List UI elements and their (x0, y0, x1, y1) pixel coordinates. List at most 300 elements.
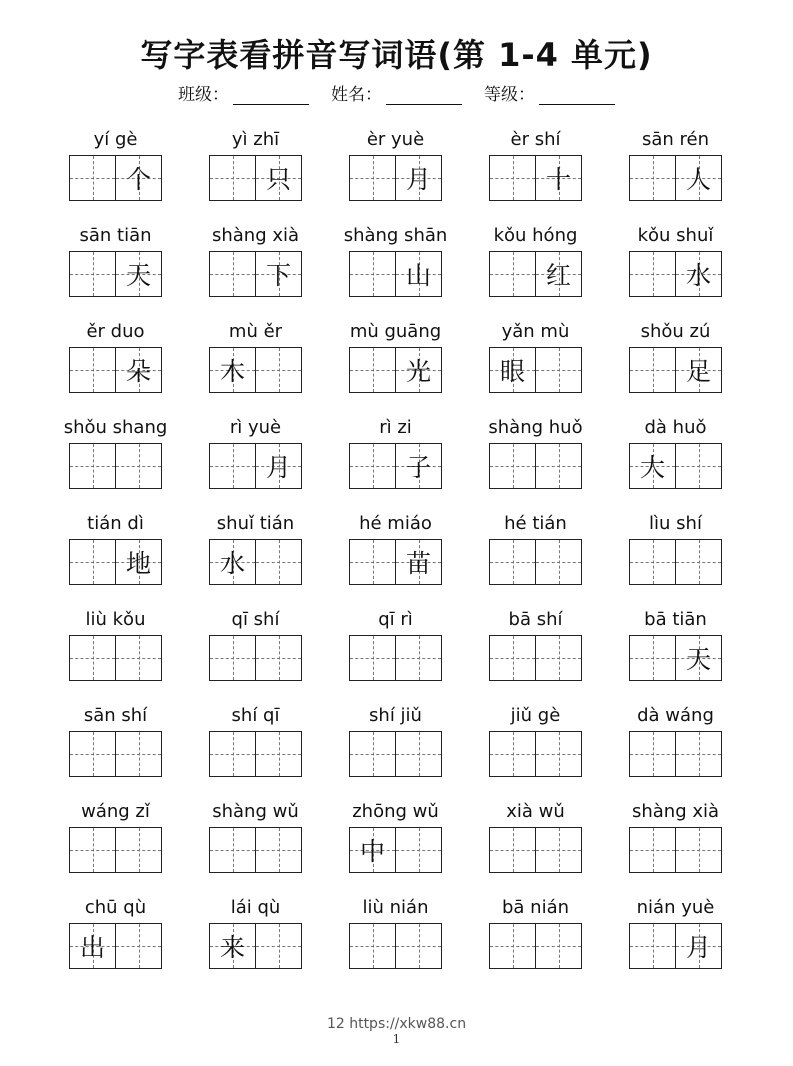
grade-blank[interactable] (539, 87, 615, 105)
tianzige-box[interactable] (210, 444, 255, 488)
hint-character (630, 924, 675, 968)
word-item (349, 704, 442, 800)
tianzige-pair (489, 251, 582, 297)
tianzige-pair (349, 443, 442, 489)
tianzige-pair (69, 635, 162, 681)
hint-character (350, 444, 395, 488)
tianzige-box[interactable] (210, 828, 255, 872)
tianzige-pair (489, 635, 582, 681)
hint-character (396, 636, 441, 680)
tianzige-box[interactable] (490, 444, 535, 488)
tianzige-box[interactable] (630, 540, 675, 584)
pinyin-label: jiǔ gè (510, 705, 561, 726)
tianzige-pair (629, 443, 722, 489)
word-item (63, 416, 168, 512)
tianzige-box[interactable] (115, 540, 161, 584)
hint-character: 木 (219, 357, 245, 386)
tianzige-pair (629, 539, 722, 585)
hint-character (490, 828, 535, 872)
hint-character: 红 (545, 261, 571, 290)
name-label: 姓名： (331, 85, 382, 105)
hint-character (350, 636, 395, 680)
hint-character: 来 (219, 933, 245, 962)
tianzige-box[interactable] (255, 348, 301, 392)
hint-character (396, 732, 441, 776)
hint-character (70, 156, 115, 200)
hint-character: 月 (685, 933, 711, 962)
hint-character: 十 (545, 165, 571, 194)
word-item (209, 128, 302, 224)
word-item (629, 512, 722, 608)
pinyin-label: bā shí (508, 609, 563, 630)
word-item (629, 800, 722, 896)
tianzige-box[interactable] (630, 828, 675, 872)
tianzige-box[interactable] (115, 636, 161, 680)
hint-character: 山 (405, 261, 431, 290)
hint-character (70, 732, 115, 776)
tianzige-pair (69, 827, 162, 873)
tianzige-box[interactable] (675, 348, 721, 392)
tianzige-box[interactable] (350, 924, 395, 968)
tianzige-box[interactable] (535, 636, 581, 680)
hint-character: 人 (685, 165, 711, 194)
hint-character (256, 828, 301, 872)
hint-character (490, 924, 535, 968)
hint-character (536, 636, 581, 680)
hint-character: 子 (405, 453, 431, 482)
tianzige-box[interactable] (535, 444, 581, 488)
pinyin-label: lìu shí (649, 513, 702, 534)
tianzige-box[interactable] (70, 636, 115, 680)
tianzige-pair (349, 155, 442, 201)
word-item (489, 608, 582, 704)
tianzige-box[interactable] (535, 348, 581, 392)
tianzige-pair (489, 923, 582, 969)
hint-character (490, 252, 535, 296)
pinyin-label: nián yuè (636, 897, 715, 918)
word-item (349, 128, 442, 224)
hint-character (256, 540, 301, 584)
word-item (69, 512, 162, 608)
tianzige-box[interactable] (70, 156, 115, 200)
pinyin-label: èr yuè (366, 129, 425, 150)
hint-character (630, 252, 675, 296)
tianzige-box[interactable] (255, 636, 301, 680)
tianzige-box[interactable] (490, 924, 535, 968)
tianzige-pair (349, 347, 442, 393)
hint-character (350, 348, 395, 392)
word-item (489, 128, 582, 224)
hint-character: 苗 (405, 549, 431, 578)
pinyin-label: sān shí (83, 705, 148, 726)
word-item (489, 704, 582, 800)
word-item (349, 608, 442, 704)
pinyin-label: tián dì (87, 513, 144, 534)
word-item (489, 416, 582, 512)
pinyin-label: shǒu shang (63, 417, 168, 438)
tianzige-box[interactable] (490, 156, 535, 200)
pinyin-label: shuǐ tián (216, 513, 295, 534)
hint-character (116, 636, 161, 680)
hint-character (210, 828, 255, 872)
tianzige-box[interactable] (630, 924, 675, 968)
word-item (209, 224, 302, 320)
word-item (629, 704, 722, 800)
tianzige-box[interactable] (535, 156, 581, 200)
tianzige-box[interactable] (675, 156, 721, 200)
hint-character (350, 540, 395, 584)
tianzige-pair (349, 827, 442, 873)
tianzige-box[interactable] (115, 732, 161, 776)
page-title: 写字表看拼音写词语(第 1-4 单元) (140, 36, 653, 74)
pinyin-label: lái qù (230, 897, 281, 918)
word-item (69, 896, 162, 992)
tianzige-box[interactable] (255, 924, 301, 968)
tianzige-pair (489, 347, 582, 393)
hint-character (536, 444, 581, 488)
pinyin-label: rì yuè (229, 417, 282, 438)
word-item (489, 800, 582, 896)
tianzige-box[interactable] (675, 924, 721, 968)
tianzige-box[interactable] (350, 252, 395, 296)
tianzige-box[interactable] (395, 924, 441, 968)
tianzige-pair (629, 251, 722, 297)
pinyin-label: kǒu shuǐ (637, 225, 714, 246)
tianzige-box[interactable] (70, 348, 115, 392)
hint-character (396, 828, 441, 872)
hint-character (490, 540, 535, 584)
pinyin-label: wáng zǐ (81, 801, 150, 822)
hint-character: 地 (125, 549, 151, 578)
tianzige-pair (629, 155, 722, 201)
tianzige-box[interactable] (490, 828, 535, 872)
tianzige-box[interactable] (630, 252, 675, 296)
pinyin-label: liù kǒu (85, 609, 146, 630)
class-field (178, 80, 309, 105)
word-item (629, 128, 722, 224)
tianzige-box[interactable] (630, 348, 675, 392)
tianzige-box[interactable] (350, 540, 395, 584)
tianzige-box[interactable] (210, 156, 255, 200)
hint-character (630, 348, 675, 392)
tianzige-box[interactable] (630, 444, 675, 488)
tianzige-box[interactable] (255, 732, 301, 776)
word-item (349, 896, 442, 992)
hint-character: 个 (125, 165, 151, 194)
hint-character (116, 444, 161, 488)
tianzige-box[interactable] (350, 636, 395, 680)
tianzige-pair (69, 443, 162, 489)
tianzige-box[interactable] (350, 732, 395, 776)
pinyin-label: sān rén (641, 129, 710, 150)
hint-character (256, 636, 301, 680)
tianzige-box[interactable] (675, 732, 721, 776)
tianzige-pair (489, 731, 582, 777)
tianzige-box[interactable] (210, 540, 255, 584)
pinyin-label: chū qù (84, 897, 147, 918)
hint-character: 天 (125, 261, 151, 290)
hint-character (536, 732, 581, 776)
pinyin-label: rì zi (379, 417, 412, 438)
grade-label: 等级： (484, 85, 535, 105)
tianzige-box[interactable] (115, 252, 161, 296)
tianzige-box[interactable] (490, 732, 535, 776)
pinyin-label: èr shí (510, 129, 561, 150)
hint-character (70, 540, 115, 584)
tianzige-box[interactable] (675, 444, 721, 488)
tianzige-box[interactable] (115, 444, 161, 488)
tianzige-pair (209, 635, 302, 681)
tianzige-pair (629, 827, 722, 873)
tianzige-pair (489, 539, 582, 585)
hint-character (70, 636, 115, 680)
tianzige-pair (69, 155, 162, 201)
hint-character (210, 636, 255, 680)
tianzige-box[interactable] (630, 732, 675, 776)
pinyin-label: shàng xià (631, 801, 720, 822)
pinyin-label: dà huǒ (644, 417, 707, 438)
pinyin-label: bā tiān (644, 609, 707, 630)
tianzige-box[interactable] (255, 444, 301, 488)
tianzige-box[interactable] (675, 540, 721, 584)
tianzige-box[interactable] (395, 444, 441, 488)
tianzige-box[interactable] (535, 828, 581, 872)
hint-character (630, 828, 675, 872)
tianzige-box[interactable] (210, 252, 255, 296)
word-item (69, 608, 162, 704)
tianzige-box[interactable] (675, 636, 721, 680)
pinyin-label: ěr duo (86, 321, 145, 342)
word-item (629, 320, 722, 416)
pinyin-label: qī shí (231, 609, 280, 630)
hint-character (210, 732, 255, 776)
hint-character (490, 444, 535, 488)
tianzige-box[interactable] (210, 348, 255, 392)
hint-character: 出 (79, 933, 105, 962)
hint-character (256, 732, 301, 776)
word-item (629, 608, 722, 704)
hint-character: 水 (219, 549, 245, 578)
hint-character (350, 732, 395, 776)
tianzige-box[interactable] (395, 252, 441, 296)
tianzige-box[interactable] (395, 636, 441, 680)
tianzige-pair (629, 347, 722, 393)
tianzige-pair (629, 923, 722, 969)
tianzige-box[interactable] (535, 540, 581, 584)
hint-character (116, 828, 161, 872)
tianzige-box[interactable] (70, 444, 115, 488)
tianzige-box[interactable] (675, 828, 721, 872)
tianzige-box[interactable] (255, 252, 301, 296)
tianzige-pair (489, 443, 582, 489)
hint-character (630, 732, 675, 776)
hint-character (256, 348, 301, 392)
tianzige-box[interactable] (490, 348, 535, 392)
pinyin-label: shàng wǔ (212, 801, 299, 822)
hint-character: 光 (405, 357, 431, 386)
tianzige-pair (629, 635, 722, 681)
tianzige-pair (69, 731, 162, 777)
tianzige-box[interactable] (115, 156, 161, 200)
hint-character (116, 924, 161, 968)
tianzige-box[interactable] (70, 924, 115, 968)
pinyin-label: liù nián (362, 897, 429, 918)
hint-character: 朵 (125, 357, 151, 386)
pinyin-label: yì zhī (231, 129, 280, 150)
tianzige-box[interactable] (210, 732, 255, 776)
word-item (349, 320, 442, 416)
tianzige-box[interactable] (255, 540, 301, 584)
pinyin-label: shí jiǔ (369, 705, 422, 726)
pinyin-label: shǒu zú (640, 321, 711, 342)
tianzige-box[interactable] (70, 828, 115, 872)
word-item (489, 320, 582, 416)
hint-character (630, 636, 675, 680)
tianzige-pair (209, 731, 302, 777)
hint-character (676, 828, 721, 872)
tianzige-box[interactable] (70, 540, 115, 584)
hint-character (70, 348, 115, 392)
hint-character: 月 (265, 453, 291, 482)
tianzige-box[interactable] (115, 924, 161, 968)
tianzige-box[interactable] (395, 156, 441, 200)
hint-character: 水 (685, 261, 711, 290)
word-item (349, 512, 442, 608)
pinyin-label: qī rì (378, 609, 413, 630)
pinyin-label: shàng huǒ (488, 417, 583, 438)
pinyin-label: shàng shān (343, 225, 448, 246)
hint-character: 月 (405, 165, 431, 194)
word-item (209, 512, 302, 608)
name-blank[interactable] (386, 87, 462, 105)
pinyin-label: kǒu hóng (493, 225, 578, 246)
hint-character (630, 156, 675, 200)
hint-character (350, 924, 395, 968)
pinyin-label: sān tiān (79, 225, 152, 246)
tianzige-box[interactable] (535, 252, 581, 296)
word-item (69, 320, 162, 416)
word-item (69, 800, 162, 896)
hint-character (210, 252, 255, 296)
hint-character (256, 924, 301, 968)
word-item (629, 224, 722, 320)
tianzige-box[interactable] (535, 924, 581, 968)
tianzige-box[interactable] (395, 540, 441, 584)
tianzige-box[interactable] (395, 732, 441, 776)
tianzige-box[interactable] (255, 828, 301, 872)
tianzige-pair (209, 443, 302, 489)
tianzige-box[interactable] (630, 636, 675, 680)
pinyin-label: yí gè (93, 129, 138, 150)
word-item (209, 800, 302, 896)
hint-character (676, 540, 721, 584)
pinyin-label: dà wáng (637, 705, 714, 726)
tianzige-pair (349, 923, 442, 969)
hint-character (676, 444, 721, 488)
hint-character: 下 (265, 261, 291, 290)
tianzige-box[interactable] (115, 828, 161, 872)
pinyin-label: shí qī (231, 705, 280, 726)
tianzige-box[interactable] (350, 828, 395, 872)
tianzige-box[interactable] (115, 348, 161, 392)
hint-character (70, 252, 115, 296)
hint-character: 大 (639, 453, 665, 482)
pinyin-label: hé tián (504, 513, 567, 534)
tianzige-pair (489, 827, 582, 873)
tianzige-box[interactable] (210, 636, 255, 680)
tianzige-pair (69, 923, 162, 969)
pinyin-label: hé miáo (359, 513, 432, 534)
hint-character (70, 828, 115, 872)
hint-character (210, 156, 255, 200)
tianzige-pair (209, 155, 302, 201)
hint-character (350, 156, 395, 200)
word-item (209, 704, 302, 800)
tianzige-pair (349, 731, 442, 777)
tianzige-box[interactable] (350, 348, 395, 392)
hint-character (630, 540, 675, 584)
tianzige-pair (69, 539, 162, 585)
hint-character (350, 252, 395, 296)
pinyin-label: xià wǔ (506, 801, 565, 822)
word-item (69, 128, 162, 224)
tianzige-box[interactable] (490, 252, 535, 296)
hint-character (210, 444, 255, 488)
hint-character: 眼 (499, 357, 525, 386)
hint-character: 天 (685, 645, 711, 674)
tianzige-pair (69, 347, 162, 393)
hint-character (490, 732, 535, 776)
tianzige-pair (349, 635, 442, 681)
hint-character: 只 (265, 165, 291, 194)
tianzige-box[interactable] (490, 636, 535, 680)
tianzige-pair (209, 923, 302, 969)
pinyin-label: mù guāng (349, 321, 442, 342)
class-blank[interactable] (233, 87, 309, 105)
pinyin-label: yǎn mù (501, 321, 570, 342)
tianzige-box[interactable] (395, 828, 441, 872)
tianzige-box[interactable] (535, 732, 581, 776)
tianzige-pair (489, 155, 582, 201)
pinyin-label: shàng xià (211, 225, 300, 246)
tianzige-box[interactable] (70, 732, 115, 776)
tianzige-box[interactable] (70, 252, 115, 296)
grade-field (484, 80, 615, 105)
tianzige-box[interactable] (630, 156, 675, 200)
hint-character: 足 (685, 357, 711, 386)
hint-character (536, 540, 581, 584)
pinyin-label: bā nián (501, 897, 570, 918)
tianzige-box[interactable] (490, 540, 535, 584)
word-item (209, 320, 302, 416)
tianzige-box[interactable] (255, 156, 301, 200)
word-item (489, 896, 582, 992)
tianzige-box[interactable] (350, 444, 395, 488)
name-field (331, 80, 462, 105)
tianzige-box[interactable] (210, 924, 255, 968)
word-item (209, 416, 302, 512)
tianzige-box[interactable] (675, 252, 721, 296)
tianzige-box[interactable] (350, 156, 395, 200)
tianzige-pair (209, 539, 302, 585)
hint-character (536, 828, 581, 872)
word-item (629, 416, 722, 512)
hint-character (536, 924, 581, 968)
hint-character (490, 636, 535, 680)
tianzige-box[interactable] (395, 348, 441, 392)
student-info-row (0, 80, 793, 105)
tianzige-pair (629, 731, 722, 777)
